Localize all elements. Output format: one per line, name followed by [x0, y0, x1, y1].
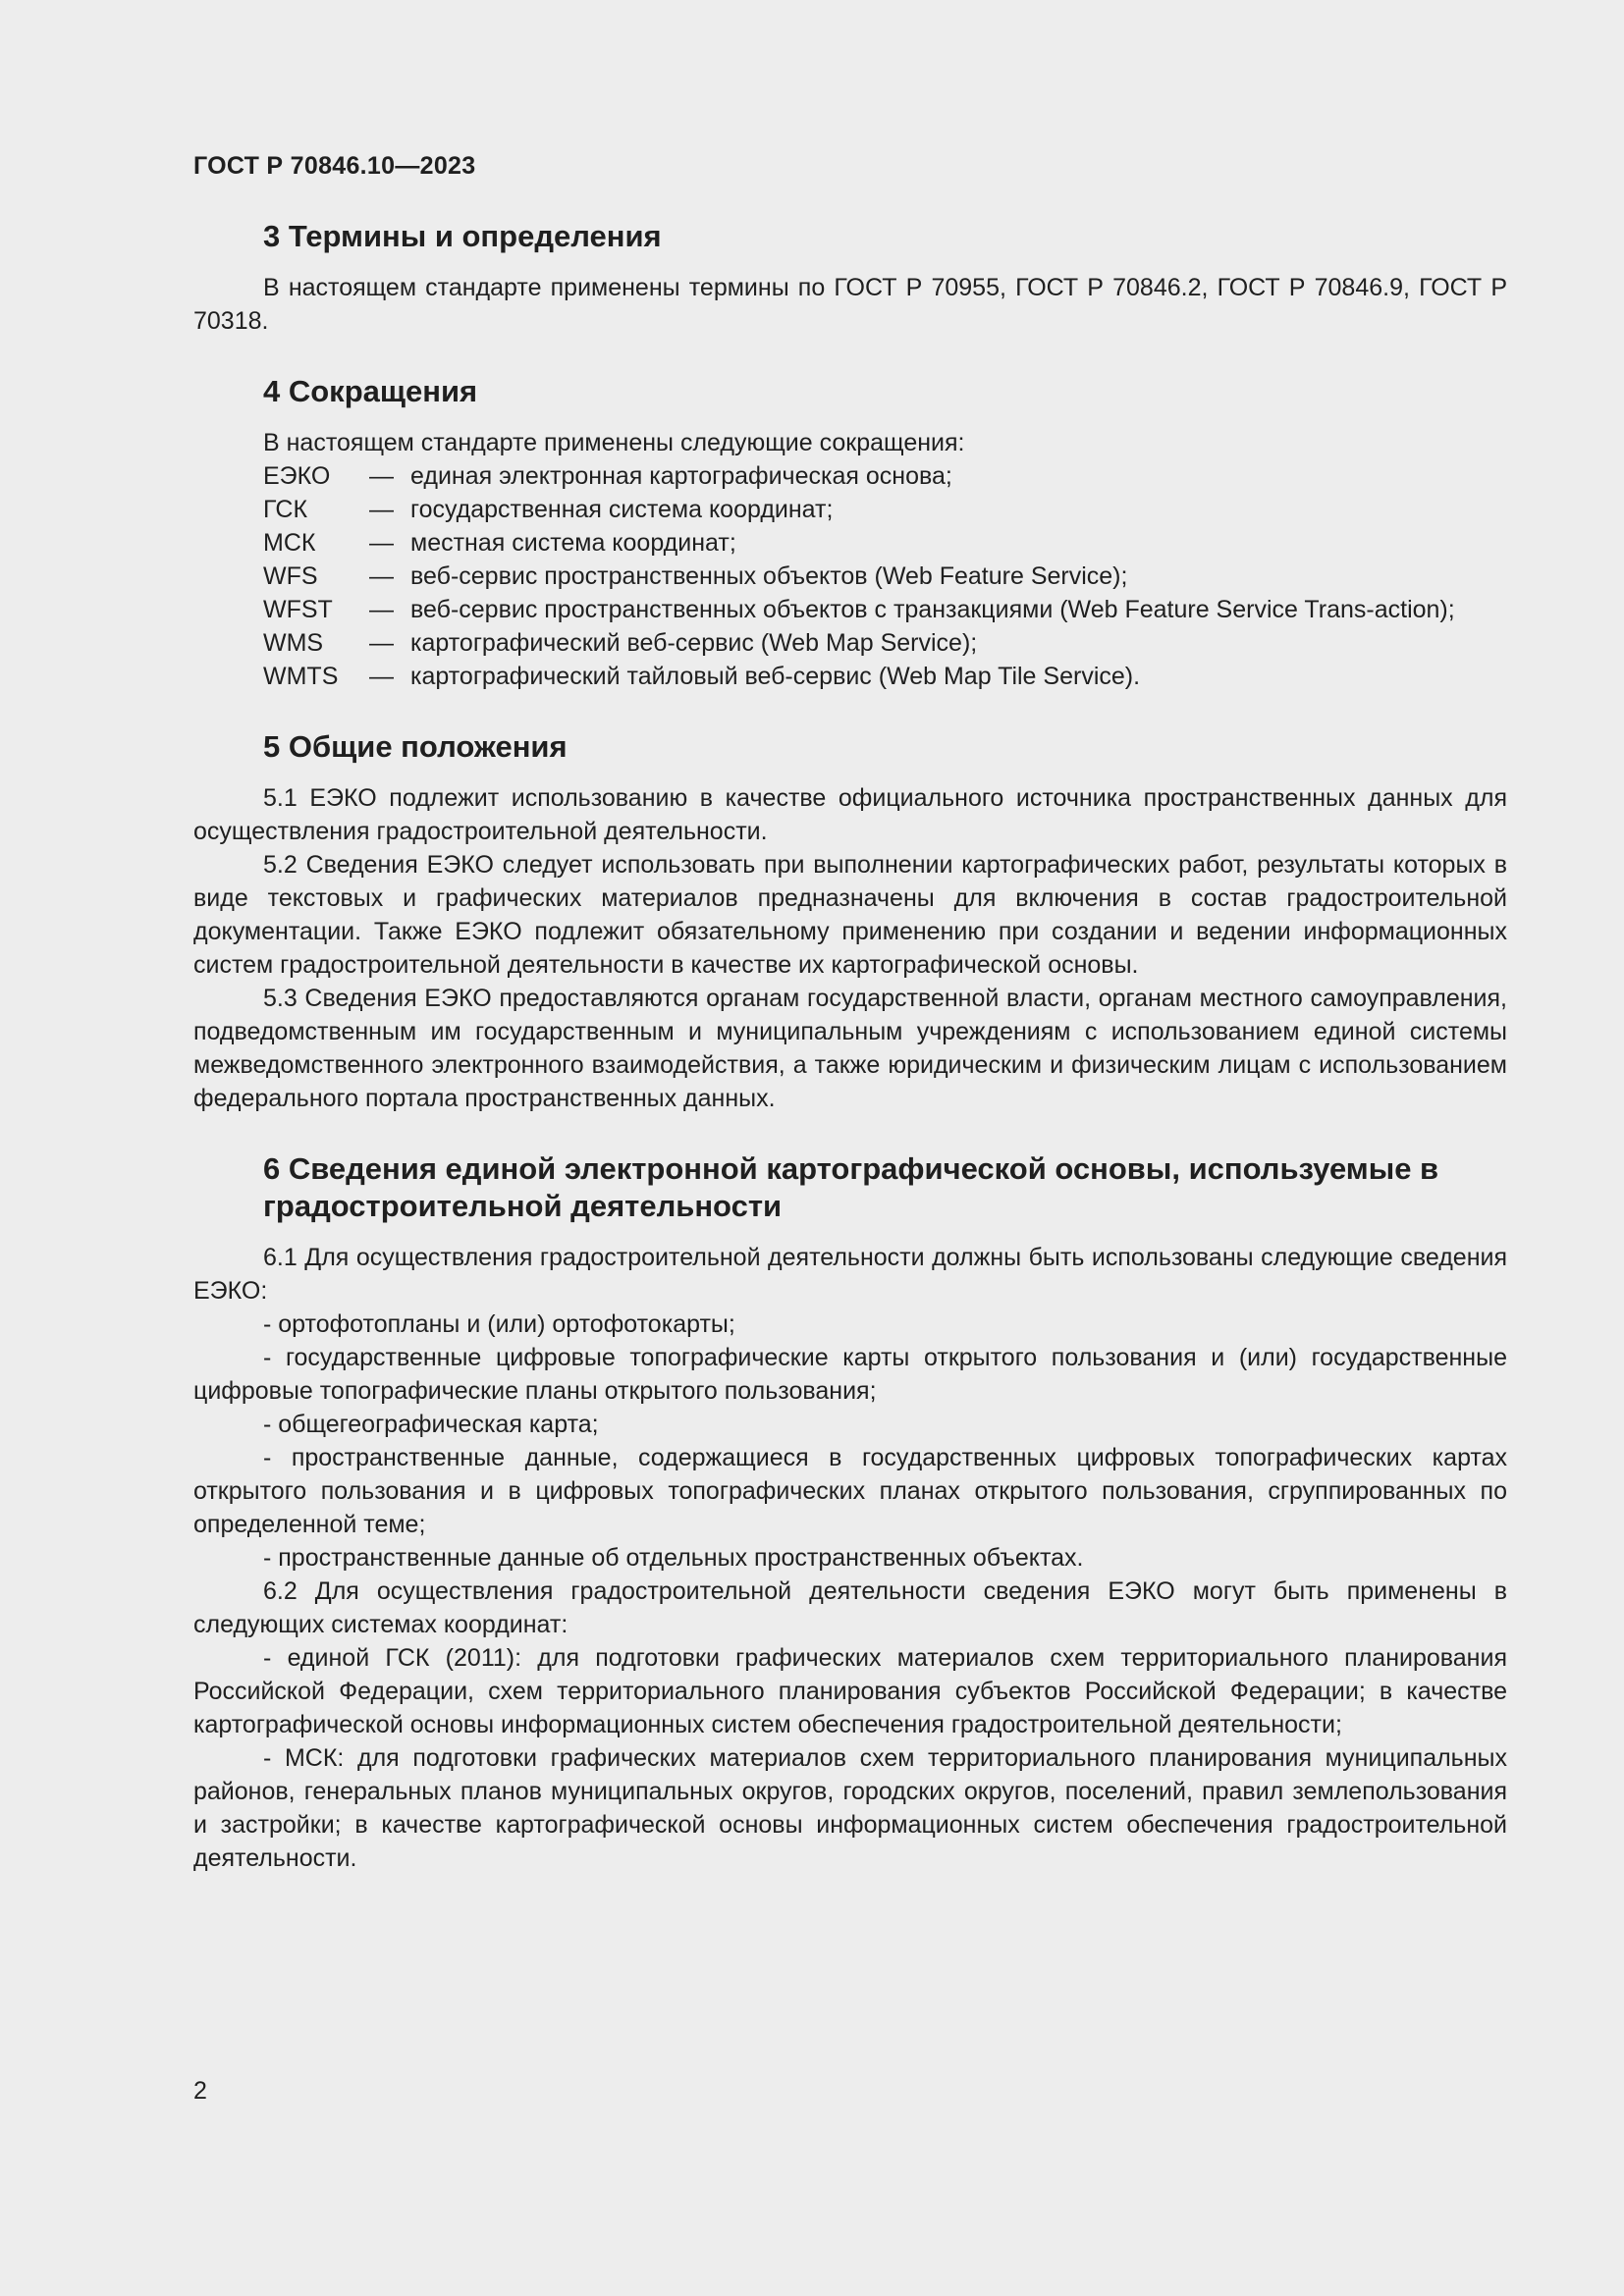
abbreviation-key: WMS [263, 629, 324, 657]
abbreviation-definition: картографический тайловый веб-сервис (Web Map Tile Service). [410, 663, 1141, 690]
abbreviation-key: WMTS [263, 663, 339, 690]
clause-5-1: 5.1 ЕЭКО подлежит использованию в качестве официального источника пространственных данных для осуществления градостроительной деятельности. [193, 784, 1507, 845]
clause-6-2: 6.2 Для осуществления градостроительной деятельности сведения ЕЭКО могут быть применены в следующих системах координат: [193, 1577, 1507, 1638]
abbreviation-dash: — [369, 529, 394, 557]
document-page [193, 0, 1507, 2296]
abbreviation-key: ГСК [263, 496, 308, 523]
abbreviation-dash: — [369, 663, 394, 690]
abbreviation-dash: — [369, 562, 394, 590]
clause-5-2: 5.2 Сведения ЕЭКО следует использовать при выполнении картографических работ, результаты которых в виде текстовых и графических материалов предназначены для включения в состав градостроительной документации. Также ЕЭКО подлежит обязательному применению при создании и ведении информационных систем градостроительной деятельности в качестве их картографической основы. [193, 851, 1507, 979]
abbreviation-definition: картографический веб-сервис (Web Map Service); [410, 629, 978, 657]
abbreviation-definition: веб-сервис пространственных объектов (Web Feature Service); [410, 562, 1128, 590]
section-5-title: 5 Общие положения [263, 729, 568, 764]
abbreviation-key: МСК [263, 529, 316, 557]
abbreviation-key: ЕЭКО [263, 462, 331, 490]
abbreviation-item [193, 459, 1507, 493]
list-item-spatial-data-grouped: - пространственные данные, содержащиеся в государственных цифровых топографических картах открытого пользования и в цифровых топографических планах открытого пользования, сгруппированных по определенной теме; [193, 1444, 1507, 1538]
abbreviation-definition: единая электронная картографическая основа; [410, 462, 952, 490]
abbreviation-item [193, 493, 1507, 526]
abbreviation-dash: — [369, 496, 394, 523]
section-3-title: 3 Термины и определения [263, 219, 662, 253]
section-6 [193, 1150, 1507, 1875]
abbreviation-item [193, 660, 1507, 693]
section-3 [193, 218, 1507, 338]
list-item-orthophoto: - ортофотопланы и (или) ортофотокарты; [263, 1310, 735, 1338]
clause-6-1: 6.1 Для осуществления градостроительной деятельности должны быть использованы следующие сведения ЕЭКО: [193, 1244, 1507, 1305]
clause-5-3: 5.3 Сведения ЕЭКО предоставляются органам государственной власти, органам местного самоуправления, подведомственным им государственным и муниципальным учреждениям с использованием единой системы межведомственного электронного взаимодействия, а также юридическим и физическим лицам с использованием федерального портала пространственных данных. [193, 985, 1507, 1112]
abbreviations-intro: В настоящем стандарте применены следующие сокращения: [263, 429, 965, 456]
page-number: 2 [193, 2077, 207, 2105]
section-4 [193, 373, 1507, 693]
section-6-title: 6 Сведения единой электронной картографической основы, используемые в градостроительной деятельности [263, 1151, 1439, 1223]
abbreviation-key: WFST [263, 596, 333, 623]
abbreviation-key: WFS [263, 562, 318, 590]
abbreviation-item [193, 526, 1507, 560]
abbreviation-definition: местная система координат; [410, 529, 736, 557]
abbreviation-item [193, 560, 1507, 593]
list-item-general-map: - общегеографическая карта; [263, 1411, 599, 1438]
list-item-msk: - МСК: для подготовки графических материалов схем территориального планирования муниципальных районов, генеральных планов муниципальных округов, городских округов, поселений, правил землепользования и застройки; в качестве картографической основы информационных систем обеспечения градостроительной деятельности. [193, 1744, 1507, 1872]
abbreviation-definition: веб-сервис пространственных объектов с транзакциями (Web Feature Service Trans-action); [410, 596, 1455, 623]
abbreviations-list [193, 459, 1507, 693]
abbreviation-dash: — [369, 462, 394, 490]
abbreviation-definition: государственная система координат; [410, 496, 834, 523]
document-body [193, 218, 1507, 1910]
section-4-title: 4 Сокращения [263, 374, 478, 408]
list-item-topographic-maps: - государственные цифровые топографические карты открытого пользования и (или) государственные цифровые топографические планы открытого пользования; [193, 1344, 1507, 1405]
list-item-gsk: - единой ГСК (2011): для подготовки графических материалов схем территориального планирования Российской Федерации, схем территориального планирования субъектов Российской Федерации; в качестве картографической основы информационных систем обеспечения градостроительной деятельности; [193, 1644, 1507, 1738]
list-item-spatial-data-objects: - пространственные данные об отдельных пространственных объектах. [263, 1544, 1084, 1572]
section-5 [193, 728, 1507, 1115]
abbreviation-dash: — [369, 629, 394, 657]
abbreviation-item [193, 593, 1507, 626]
document-code: ГОСТ Р 70846.10—2023 [193, 152, 476, 180]
abbreviation-dash: — [369, 596, 394, 623]
abbreviation-item [193, 626, 1507, 660]
section-3-paragraph: В настоящем стандарте применены термины по ГОСТ Р 70955, ГОСТ Р 70846.2, ГОСТ Р 70846.9, ГОСТ Р 70318. [193, 274, 1507, 335]
